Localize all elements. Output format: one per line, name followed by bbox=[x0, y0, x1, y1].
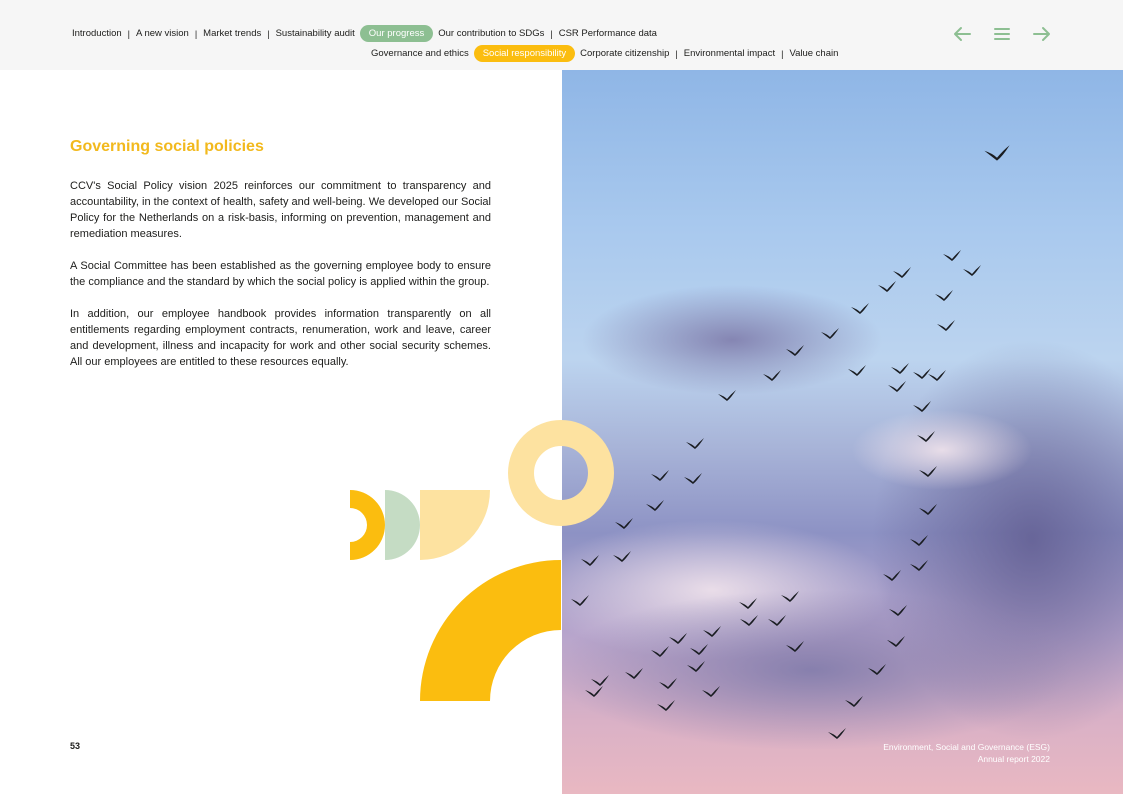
top-navigation-bar bbox=[0, 0, 1123, 70]
nav-separator: | bbox=[127, 28, 130, 39]
bird-silhouette bbox=[943, 250, 961, 261]
subnav-item-corporate-citizenship[interactable]: Corporate citizenship bbox=[580, 48, 670, 59]
bird-silhouette bbox=[937, 320, 955, 331]
menu-icon[interactable] bbox=[990, 22, 1014, 46]
nav-separator: | bbox=[781, 48, 784, 59]
cloud bbox=[562, 590, 1072, 750]
page-navigation-controls bbox=[950, 22, 1054, 46]
bird-silhouette bbox=[963, 265, 981, 276]
sky-illustration bbox=[562, 70, 1123, 794]
report-footer bbox=[883, 741, 1050, 765]
nav-item-sdg-contribution[interactable]: Our contribution to SDGs bbox=[438, 28, 545, 39]
nav-item-new-vision[interactable]: A new vision bbox=[136, 28, 189, 39]
subnav-item-governance[interactable]: Governance and ethics bbox=[371, 48, 469, 59]
report-subject: Environment, Social and Governance (ESG) bbox=[883, 742, 1050, 752]
nav-separator: | bbox=[550, 28, 553, 39]
nav-item-our-progress[interactable]: Our progress bbox=[360, 25, 433, 42]
nav-item-sustainability-audit[interactable]: Sustainability audit bbox=[275, 28, 355, 39]
nav-row-sub bbox=[370, 45, 839, 62]
subnav-item-value-chain[interactable]: Value chain bbox=[789, 48, 839, 59]
decorative-shapes bbox=[340, 410, 630, 710]
arrow-left-icon[interactable] bbox=[950, 22, 974, 46]
arrow-right-icon[interactable] bbox=[1030, 22, 1054, 46]
page-title: Governing social policies bbox=[70, 138, 264, 155]
ring-shape bbox=[521, 433, 601, 513]
bird-silhouette bbox=[878, 281, 896, 292]
nav-row-main bbox=[71, 25, 658, 42]
cloud bbox=[582, 285, 882, 395]
subnav-item-environmental-impact[interactable]: Environmental impact bbox=[683, 48, 776, 59]
bird-silhouette bbox=[891, 363, 909, 374]
sky-birds-photo bbox=[562, 70, 1123, 794]
bird-silhouette bbox=[935, 290, 953, 301]
paragraph: A Social Committee has been established as the governing employee body to ensure the compliance and the standard by which the social policy is applied within the group. bbox=[70, 260, 491, 288]
quarter-ring-shape bbox=[420, 560, 561, 701]
nav-separator: | bbox=[194, 28, 198, 39]
bird-silhouette bbox=[686, 438, 704, 449]
cloud bbox=[852, 410, 1032, 490]
bird-silhouette bbox=[651, 470, 669, 481]
bird-silhouette bbox=[888, 381, 906, 392]
bird-silhouette bbox=[646, 500, 664, 511]
half-ring-shape bbox=[350, 490, 385, 560]
quarter-circle-shape bbox=[420, 490, 490, 560]
subnav-item-social-responsibility[interactable]: Social responsibility bbox=[474, 45, 575, 62]
page-number: 53 bbox=[70, 741, 81, 751]
nav-item-market-trends[interactable]: Market trends bbox=[203, 28, 262, 39]
paragraph: CCV's Social Policy vision 2025 reinforces our commitment to transparency and accountability, in the context of health, safety and well-being. We developed our Social Policy for the Netherlands on a risk-basis, informing on prevention, management and remediation measures. bbox=[70, 180, 491, 240]
body-text bbox=[70, 178, 491, 386]
report-year: Annual report 2022 bbox=[977, 754, 1050, 764]
nav-separator: | bbox=[267, 28, 270, 39]
bird-silhouette bbox=[684, 473, 702, 484]
nav-item-introduction[interactable]: Introduction bbox=[72, 28, 122, 39]
paragraph: In addition, our employee handbook provides information transparently on all entitlements regarding employment contracts, renumeration, work and leave, career and development, illness and incapacity for work and other social security schemes. All our employees are entitled to these resources equally. bbox=[70, 308, 491, 368]
half-circle-shape bbox=[385, 490, 420, 560]
bird-silhouette bbox=[893, 267, 911, 278]
nav-separator: | bbox=[675, 48, 678, 59]
bird-silhouette bbox=[984, 145, 1009, 160]
nav-item-csr-performance[interactable]: CSR Performance data bbox=[558, 28, 657, 39]
bird-silhouette bbox=[913, 368, 931, 379]
